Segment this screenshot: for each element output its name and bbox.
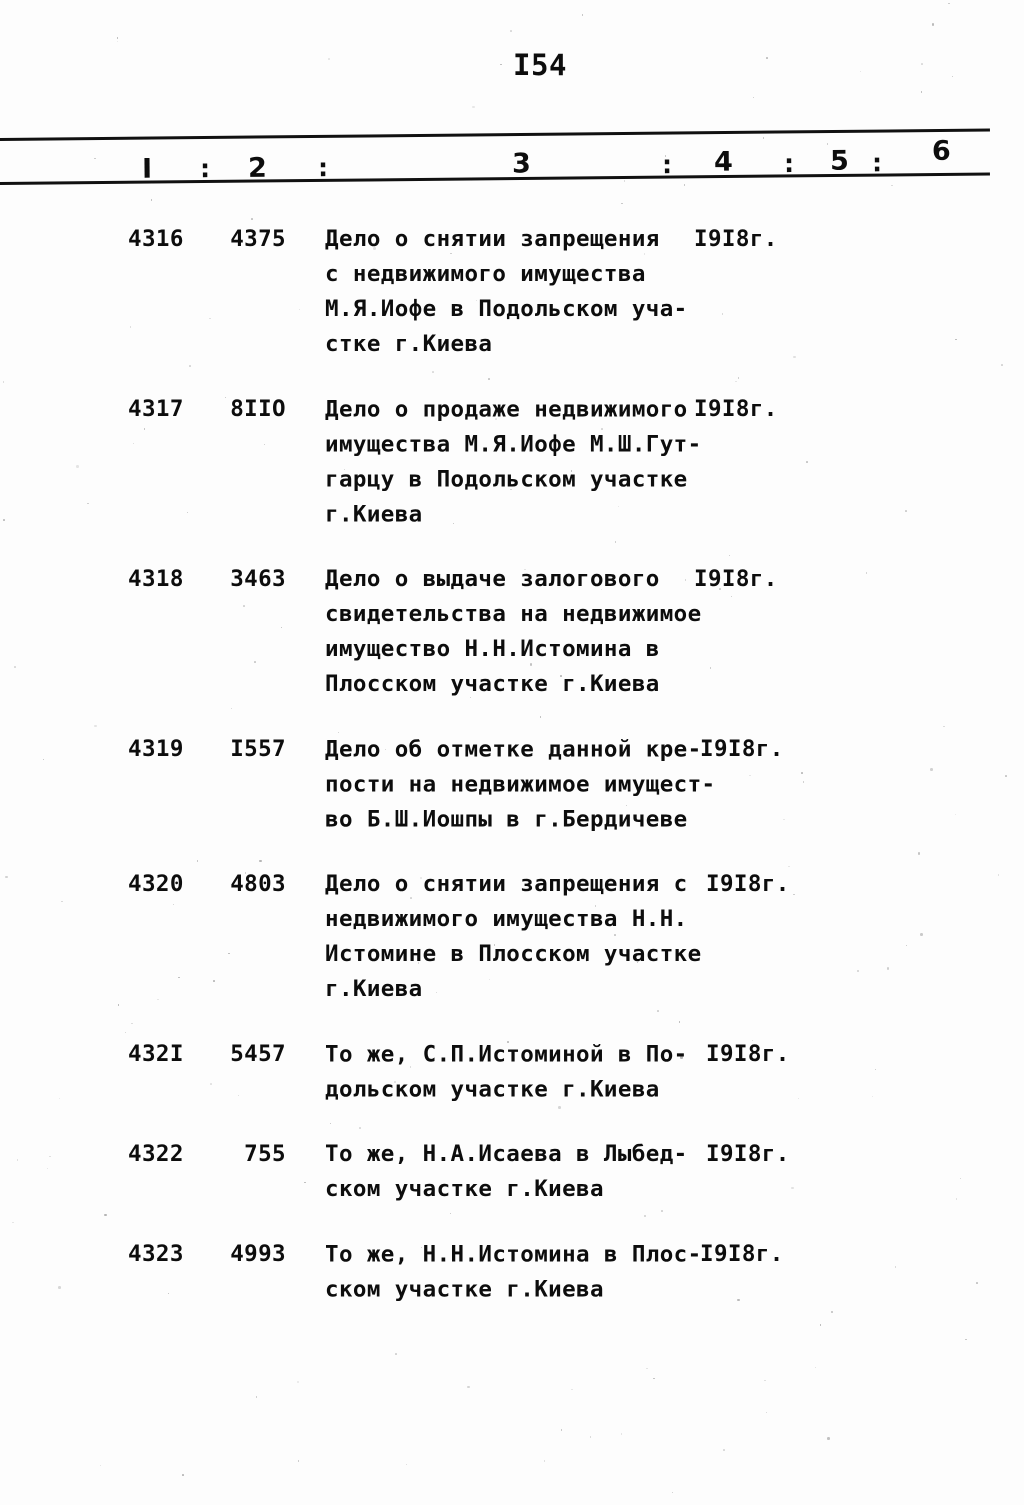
- entry-line: [0, 1237, 1024, 1272]
- table-row: [0, 1037, 1024, 1137]
- entry-gap: [0, 837, 1024, 867]
- entry-description-line: То же, Н.А.Исаева в Лыбед-: [325, 1141, 688, 1167]
- entry-line: [0, 1272, 1024, 1307]
- entry-serial-number: 432I: [128, 1041, 184, 1067]
- entry-description-line: М.Я.Иофе в Подольском уча-: [325, 296, 688, 322]
- entry-description-line: Истомине в Плосском участке: [325, 941, 702, 967]
- column-number: 6: [931, 135, 951, 167]
- column-separator: :: [661, 150, 673, 180]
- entry-line: [0, 597, 1024, 632]
- table-row: [0, 867, 1024, 1037]
- entry-description-line: имущество Н.Н.Истомина в: [325, 636, 660, 662]
- column-number: I: [141, 153, 153, 185]
- entry-line: [0, 867, 1024, 902]
- entry-gap: [0, 1207, 1024, 1237]
- entry-serial-number: 4318: [128, 566, 184, 592]
- entry-unit-number: 4375: [230, 226, 286, 252]
- entry-description-line: недвижимого имущества Н.Н.: [325, 906, 688, 932]
- entry-gap: [0, 362, 1024, 392]
- entry-line: [0, 1072, 1024, 1107]
- entry-line: [0, 462, 1024, 497]
- table-row: [0, 732, 1024, 867]
- column-number: 3: [511, 148, 531, 180]
- entry-unit-number: 4993: [230, 1241, 286, 1267]
- entry-line: [0, 667, 1024, 702]
- entry-serial-number: 4322: [128, 1141, 184, 1167]
- entry-description-line: Дело о выдаче залогового: [325, 566, 660, 592]
- entry-description-line: Дело о снятии запрещения с: [325, 871, 688, 897]
- entry-serial-number: 4319: [128, 736, 184, 762]
- table-row: [0, 562, 1024, 732]
- entry-line: [0, 937, 1024, 972]
- entry-line: [0, 257, 1024, 292]
- entry-line: [0, 327, 1024, 362]
- entry-date: I9I8г.: [706, 1141, 790, 1167]
- entry-date: I9I8г.: [706, 871, 790, 897]
- entry-description-line: стке г.Киева: [325, 331, 493, 357]
- entry-description-line: Плосском участке г.Киева: [325, 671, 660, 697]
- entry-description-line: пости на недвижимое имущест-: [325, 771, 716, 798]
- entry-line: [0, 632, 1024, 667]
- entry-unit-number: 8IIO: [230, 396, 286, 422]
- column-header-band: [0, 135, 990, 190]
- entry-date: I9I8г.: [706, 1041, 790, 1067]
- entry-serial-number: 4317: [128, 396, 184, 422]
- entry-description-line: с недвижимого имущества: [325, 261, 646, 287]
- entry-line: [0, 1037, 1024, 1072]
- entry-line: [0, 222, 1024, 257]
- entry-date: I9I8г.: [700, 1241, 784, 1267]
- entry-gap: [0, 1007, 1024, 1037]
- entry-serial-number: 4323: [128, 1241, 184, 1267]
- entry-description-line: свидетельства на недвижимое: [325, 601, 702, 627]
- entry-description-line: То же, Н.Н.Истомина в Плос-: [325, 1241, 702, 1268]
- entry-unit-number: 3463: [230, 566, 286, 592]
- entry-description-line: ском участке г.Киева: [325, 1176, 604, 1202]
- entry-line: [0, 292, 1024, 327]
- entry-unit-number: 755: [244, 1141, 286, 1167]
- entry-unit-number: I557: [230, 736, 286, 762]
- entry-serial-number: 4316: [128, 226, 184, 252]
- column-number: 5: [829, 145, 849, 177]
- entry-description-line: имущества М.Я.Иофе М.Ш.Гут-: [325, 431, 702, 458]
- entry-line: [0, 427, 1024, 462]
- entry-description-line: гарцу в Подольском участке: [325, 466, 688, 493]
- entry-line: [0, 732, 1024, 767]
- entry-description-line: ском участке г.Киева: [325, 1276, 604, 1303]
- table-row: [0, 1237, 1024, 1307]
- entry-serial-number: 4320: [128, 871, 184, 897]
- entry-description-line: Дело о снятии запрещения: [325, 226, 660, 252]
- entry-date: I9I8г.: [694, 396, 778, 422]
- entry-date: I9I8г.: [694, 566, 778, 592]
- entry-description-line: г.Киева: [325, 976, 423, 1002]
- entry-line: [0, 1172, 1024, 1207]
- entry-line: [0, 767, 1024, 802]
- entry-description-line: г.Киева: [325, 501, 423, 528]
- entry-date: I9I8г.: [694, 226, 778, 252]
- column-separator: :: [199, 154, 211, 184]
- entry-line: [0, 902, 1024, 937]
- page-number: I54: [513, 48, 567, 82]
- table-row: [0, 392, 1024, 562]
- table-row: [0, 222, 1024, 392]
- column-number: 2: [247, 152, 267, 184]
- entry-line: [0, 972, 1024, 1007]
- entry-description-line: дольском участке г.Киева: [325, 1076, 660, 1103]
- entry-line: [0, 1137, 1024, 1172]
- entry-line: [0, 392, 1024, 427]
- entry-line: [0, 802, 1024, 837]
- entry-description-line: во Б.Ш.Иошпы в г.Бердичеве: [325, 806, 688, 833]
- column-separator: :: [871, 148, 883, 178]
- entry-line: [0, 497, 1024, 532]
- entry-unit-number: 4803: [230, 871, 286, 897]
- entry-gap: [0, 702, 1024, 732]
- entry-gap: [0, 1107, 1024, 1137]
- entry-description-line: Дело об отметке данной кре-: [325, 736, 702, 763]
- entry-description-line: Дело о продаже недвижимого: [325, 396, 688, 423]
- column-number-row: [0, 129, 990, 190]
- column-number: 4: [713, 146, 733, 178]
- entry-line: [0, 562, 1024, 597]
- column-separator: :: [317, 153, 329, 183]
- entry-date: I9I8г.: [700, 736, 784, 762]
- entry-gap: [0, 532, 1024, 562]
- entry-description-line: То же, С.П.Истоминой в По-: [325, 1041, 688, 1068]
- inventory-entry-list: [0, 222, 1024, 1307]
- table-row: [0, 1137, 1024, 1237]
- column-separator: :: [783, 149, 795, 179]
- entry-unit-number: 5457: [230, 1041, 286, 1067]
